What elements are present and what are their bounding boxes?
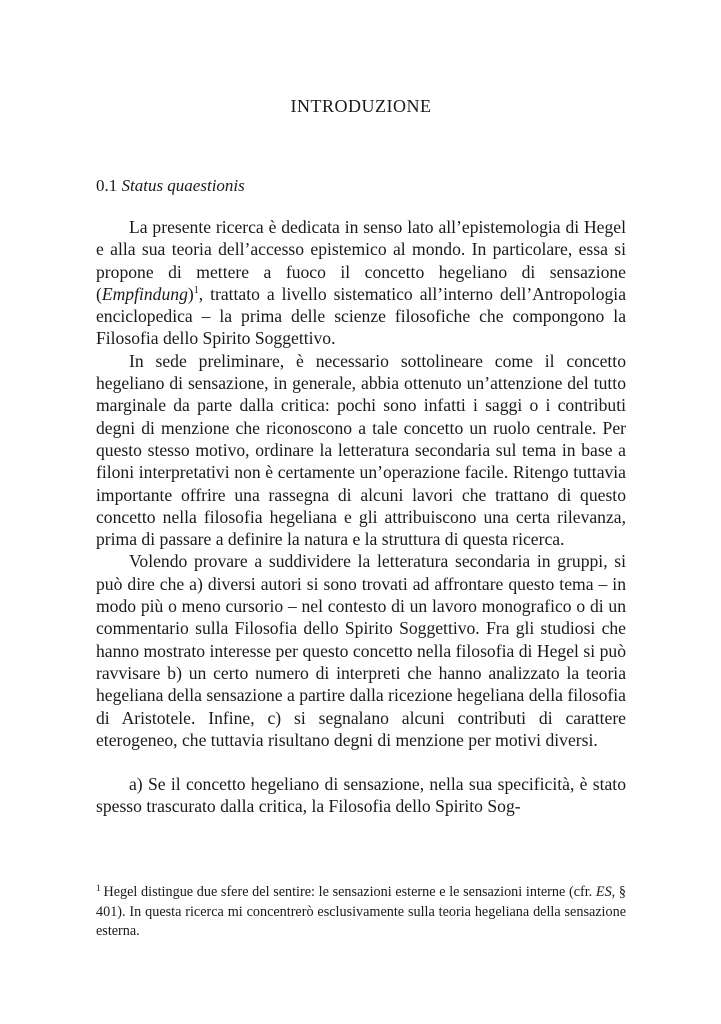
paragraph-3: Volendo provare a suddividere la letteratura secondaria in gruppi, si può dire che a) diversi autori si sono trovati ad affrontare questo tema – in modo più o meno cursorio – nel contesto di un lavoro monografico o di un commentario sulla Filosofia dello Spirito Soggettivo. Fra gli studiosi che hanno mostrato interesse per questo concetto nella filosofia di Hegel si può ravvisare b) un certo numero di interpreti che hanno analizzato la teoria hegeliana della sensazione a partire dalla ricezione hegeliana della filosofia di Aristotele. Infine, c) si segnalano alcuni contributi di carattere eterogeneo, che tuttavia risultano degni di menzione per motivi diversi. — [96, 551, 626, 750]
section-heading — [96, 176, 245, 196]
footnote-text-after: , § 401). In questa ricerca mi concentrerò esclusivamente sulla teoria hegeliana della sensazione esterna. — [96, 884, 626, 939]
paragraph-1-text-before: La presente ricerca è dedicata in senso lato all’epistemologia di Hegel e alla sua teoria dell’accesso epistemico al mondo. In particolare, essa si propone di mettere a fuoco il concetto hegeliano di sensazione ( — [96, 217, 626, 304]
paragraph-1 — [96, 216, 626, 350]
footnote-number: 1 — [96, 883, 101, 893]
paragraph-1-text-after: , trattato a livello sistematico all’interno dell’Antropologia enciclopedica – la prima delle scienze filosofiche che compongono la Filosofia dello Spirito Soggettivo. — [96, 283, 626, 349]
section-title: Status quaestionis — [121, 176, 245, 195]
term-empfindung: Empfindung — [101, 283, 188, 304]
section-number: 0.1 — [96, 176, 118, 195]
chapter-title: INTRODUZIONE — [290, 96, 432, 116]
paragraph-4: a) Se il concetto hegeliano di sensazione, nella sua specificità, è stato spesso trascurato dalla critica, la Filosofia dello Spirito Sog- — [96, 774, 626, 817]
footnote-1 — [96, 883, 626, 942]
body-text — [96, 216, 626, 818]
footnote-abbrev: ES — [595, 884, 612, 900]
paragraph-1-paren: ) — [187, 283, 194, 304]
paragraph-2: In sede preliminare, è necessario sottolineare come il concetto hegeliano di sensazione, in generale, abbia ottenuto un’attenzione del tutto marginale da parte dalla critica: pochi sono infatti i saggi o i contributi degni di menzione che riconoscono a tale concetto un ruolo centrale. Per questo stesso motivo, ordinare la letteratura secondaria sul tema in base a filoni interpretativi non è certamente un’operazione facile. Ritengo tuttavia importante offrire una rassegna di alcuni lavori che trattano di questo concetto nella filosofia hegeliana e gli attribuiscono una certa rilevanza, prima di passare a definire la natura e la struttura di questa ricerca. — [96, 350, 626, 550]
footnote-text-before: Hegel distingue due sfere del sentire: le sensazioni esterne e le sensazioni interne (cfr. — [103, 884, 596, 900]
footnote-reference[interactable]: 1 — [193, 284, 199, 296]
footnotes — [96, 883, 626, 942]
